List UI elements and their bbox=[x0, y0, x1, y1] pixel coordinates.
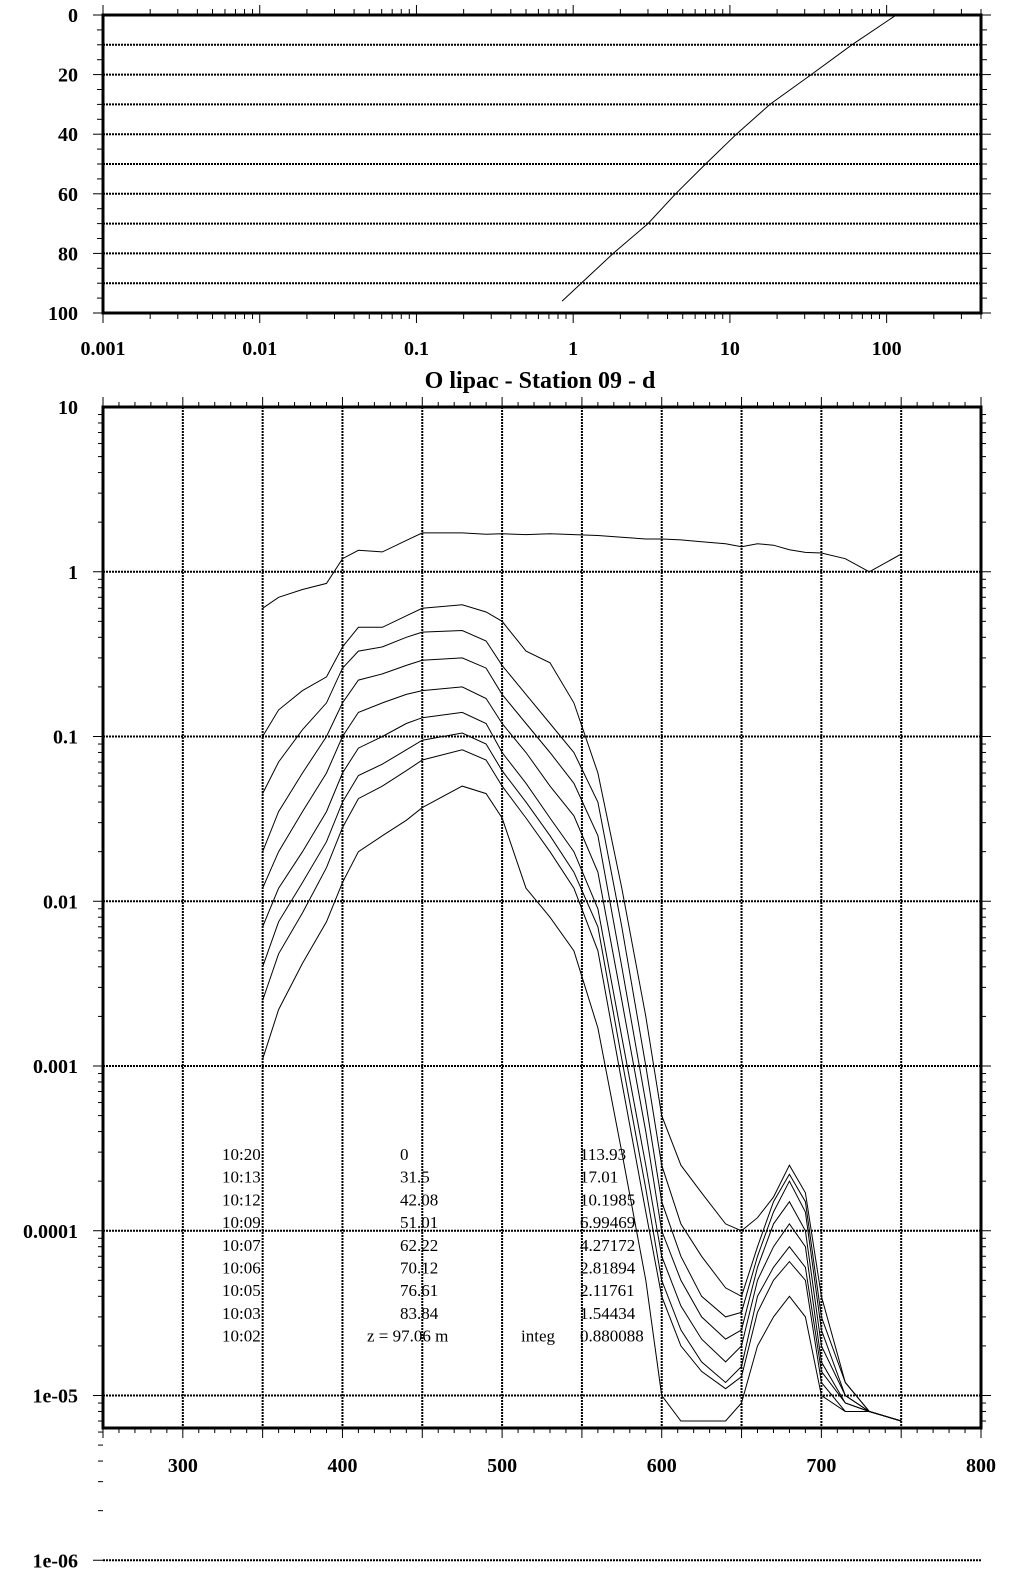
legend-time: 10:13 bbox=[222, 1167, 261, 1187]
legend-time: 10:12 bbox=[222, 1190, 261, 1210]
legend-time: 10:09 bbox=[222, 1213, 261, 1233]
bottom-y-tick-label: 10 bbox=[58, 397, 78, 419]
legend-time: 10:05 bbox=[222, 1281, 261, 1301]
legend-depth: z = 97.06 m bbox=[367, 1326, 449, 1346]
legend-time: 10:07 bbox=[222, 1235, 261, 1255]
bottom-y-tick-label: 1 bbox=[68, 561, 78, 584]
bottom-x-tick-label: 500 bbox=[487, 1455, 518, 1477]
top-x-tick-label: 0.1 bbox=[403, 338, 429, 360]
legend-depth: 51.01 bbox=[400, 1213, 439, 1233]
legend-integral: 0.880088 bbox=[580, 1326, 644, 1346]
legend-time: 10:06 bbox=[222, 1258, 261, 1278]
legend-depth: 0 bbox=[400, 1145, 409, 1164]
legend-time: 10:02 bbox=[222, 1326, 261, 1346]
legend-depth: 42.08 bbox=[400, 1190, 439, 1210]
legend-integral: 2.11761 bbox=[580, 1281, 635, 1301]
bottom-x-tick-label: 700 bbox=[806, 1455, 837, 1477]
legend-integral: 1.54434 bbox=[580, 1303, 636, 1323]
bottom-x-tick-label: 300 bbox=[167, 1455, 198, 1477]
legend-depth: 31.5 bbox=[400, 1167, 430, 1187]
legend-time: 10:03 bbox=[222, 1303, 261, 1323]
top-y-tick-label: 60 bbox=[58, 183, 78, 206]
bottom-y-tick-label: 0.01 bbox=[43, 891, 78, 914]
legend-depth: 62.22 bbox=[400, 1235, 439, 1255]
bottom-y-tick-label: 1e-06 bbox=[32, 1550, 78, 1573]
bottom-y-tick-label: 1e-05 bbox=[32, 1385, 78, 1408]
bottom-y-tick-label: 0.001 bbox=[33, 1056, 78, 1078]
legend-integral: 4.27172 bbox=[580, 1235, 636, 1255]
top-x-tick-label: 0.01 bbox=[242, 338, 278, 360]
top-x-tick-label: 1 bbox=[568, 338, 579, 360]
chart-title: O lipac - Station 09 - d bbox=[424, 368, 656, 394]
top-x-tick-label: 10 bbox=[719, 338, 740, 360]
legend-time: 10:20 bbox=[222, 1145, 261, 1164]
top-y-tick-label: 20 bbox=[58, 64, 78, 87]
legend-depth: 76.61 bbox=[400, 1281, 439, 1301]
legend-integral: 113.93 bbox=[580, 1145, 627, 1164]
legend-integral: 17.01 bbox=[580, 1167, 619, 1187]
bottom-y-tick-label: 0.1 bbox=[53, 726, 78, 749]
bottom-x-tick-label: 600 bbox=[646, 1455, 677, 1477]
legend-depth: 70.12 bbox=[400, 1258, 439, 1278]
bottom-x-tick-label: 400 bbox=[327, 1455, 358, 1477]
depth-profile-line bbox=[562, 15, 896, 301]
top-x-tick-label: 0.001 bbox=[80, 338, 126, 360]
spectral-irradiance-plot bbox=[23, 368, 996, 1572]
legend-integ-label: integ bbox=[521, 1326, 555, 1346]
top-y-tick-label: 100 bbox=[48, 303, 78, 325]
legend-integral: 2.81894 bbox=[580, 1258, 636, 1278]
top-y-tick-label: 80 bbox=[58, 243, 78, 266]
legend-depth: 83.84 bbox=[400, 1303, 439, 1323]
legend-integral: 6.99469 bbox=[580, 1213, 636, 1233]
top-x-tick-label: 100 bbox=[871, 338, 902, 360]
bottom-x-tick-label: 800 bbox=[966, 1455, 996, 1477]
depth-profile-plot bbox=[48, 5, 991, 360]
legend-integral: 10.1985 bbox=[580, 1190, 636, 1210]
bottom-y-tick-label: 0.0001 bbox=[23, 1220, 78, 1243]
top-y-tick-label: 0 bbox=[68, 5, 78, 27]
top-y-tick-label: 40 bbox=[58, 124, 78, 147]
